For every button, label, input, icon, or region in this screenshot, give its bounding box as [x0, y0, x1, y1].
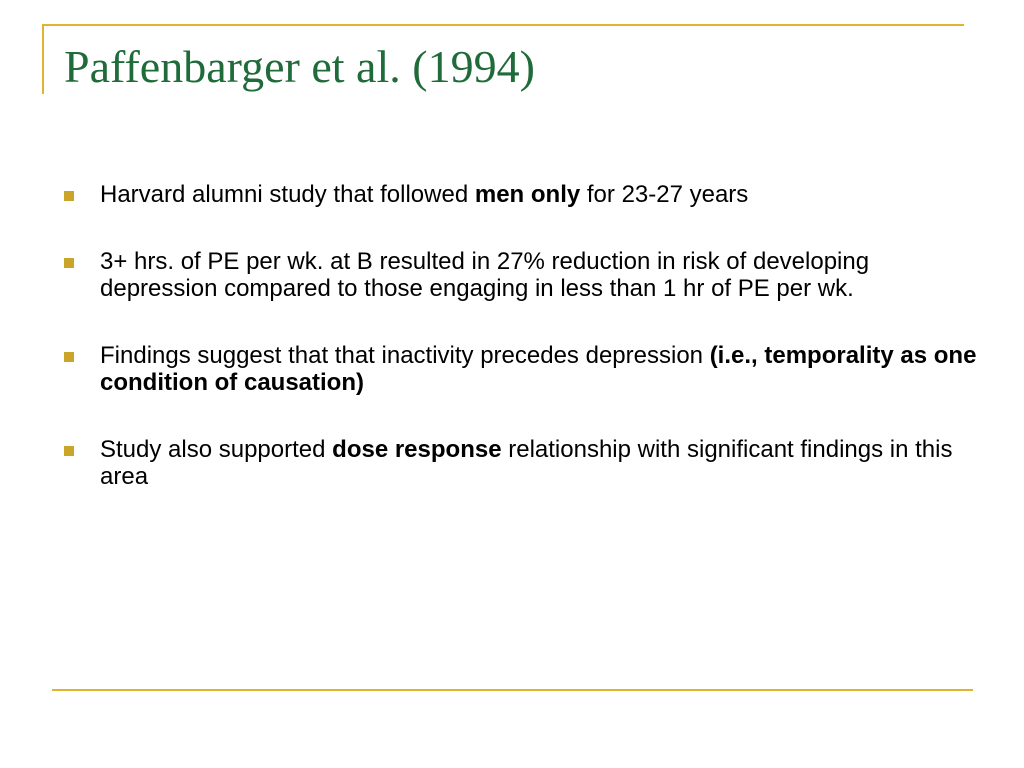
left-accent-line: [42, 24, 44, 94]
bullet-item-1: [62, 181, 982, 208]
square-bullet-icon: [64, 446, 74, 456]
bullet-segment: 3+ hrs. of PE per wk. at B resulted in 27% reduction in risk of developing depression compared to those engaging in less than 1 hr of PE per wk.: [100, 248, 870, 302]
top-accent-line: [42, 24, 964, 26]
bullet-item-2: [62, 248, 982, 302]
bullet-segment: Findings suggest that that inactivity precedes depression: [100, 342, 710, 369]
bullet-item-4: [62, 436, 982, 490]
bullet-segment: Study also supported: [100, 436, 333, 463]
bullet-list: [62, 181, 982, 530]
bullet-segment: relationship with significant findings in this area: [100, 436, 953, 490]
bullet-segment: for 23-27 years: [580, 181, 749, 208]
slide-title: Paffenbarger et al. (1994): [64, 41, 535, 92]
square-bullet-icon: [64, 191, 74, 201]
bullet-text: [100, 248, 869, 302]
bullet-item-3: [62, 342, 982, 396]
bullet-text: [100, 436, 952, 490]
square-bullet-icon: [64, 258, 74, 268]
bottom-accent-line: [52, 689, 973, 691]
square-bullet-icon: [64, 352, 74, 362]
bullet-text: [100, 342, 976, 396]
bullet-emphasis: men only: [474, 181, 581, 208]
bullet-emphasis: dose response: [332, 436, 502, 463]
bullet-segment: Harvard alumni study that followed: [100, 181, 475, 208]
bullet-emphasis: (i.e., temporality as one condition of causation): [100, 342, 977, 396]
bullet-text: [100, 181, 748, 208]
